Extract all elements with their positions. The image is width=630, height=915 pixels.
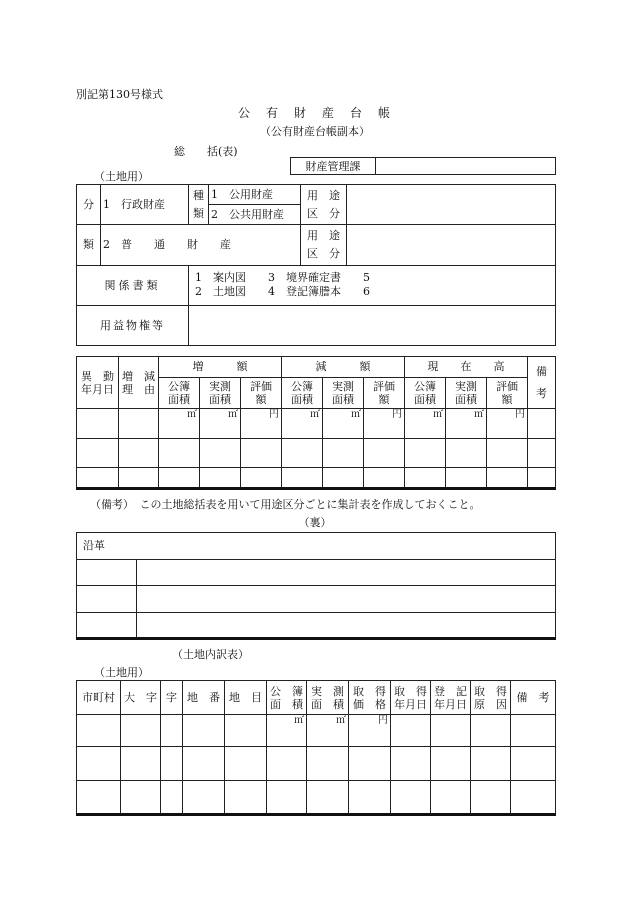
- summary-table: [76, 356, 556, 490]
- cell[interactable]: [200, 468, 241, 489]
- rui-label: 類: [77, 225, 101, 265]
- cell[interactable]: [77, 468, 119, 489]
- cell[interactable]: [159, 468, 200, 489]
- use-label-1: 用 途 区 分: [301, 185, 347, 225]
- col-remarks: 備 考: [528, 357, 556, 409]
- detail-table: [76, 680, 556, 816]
- cell[interactable]: [446, 468, 487, 489]
- cell[interactable]: [364, 468, 405, 489]
- cell[interactable]: [511, 747, 556, 781]
- cell[interactable]: [77, 715, 121, 747]
- unit-area: ㎡: [405, 409, 446, 438]
- group-increase: 増 額: [159, 357, 282, 378]
- cell[interactable]: [307, 747, 349, 781]
- cell[interactable]: [161, 781, 183, 815]
- sub-value: 評価 額: [487, 377, 528, 408]
- cell[interactable]: [77, 747, 121, 781]
- cell[interactable]: [161, 747, 183, 781]
- classification-table: [76, 184, 556, 346]
- cell[interactable]: [431, 747, 471, 781]
- use-label-2: 用 途 区 分: [301, 225, 347, 265]
- summary-label: 総 括(表): [174, 145, 238, 158]
- cell[interactable]: [241, 438, 282, 467]
- unit-yen: 円: [364, 409, 405, 438]
- use-value-1[interactable]: [347, 185, 556, 225]
- cell[interactable]: [77, 559, 137, 586]
- unit-yen: 円: [349, 715, 391, 747]
- h-municipality: 市町村: [77, 681, 121, 715]
- sub-act-area: 実測 面積: [323, 377, 364, 408]
- sub-pub-area: 公簿 面積: [282, 377, 323, 408]
- history-table: [76, 532, 556, 640]
- h-chimoku: 地 目: [225, 681, 267, 715]
- dept-box: [290, 157, 556, 175]
- cell[interactable]: [391, 747, 431, 781]
- cell[interactable]: [121, 747, 161, 781]
- h-aza: 字: [161, 681, 183, 715]
- detail-land-use-label: （土地用）: [94, 666, 149, 679]
- use-value-2[interactable]: [347, 225, 556, 265]
- unit-yen: 円: [487, 409, 528, 438]
- cell[interactable]: [487, 468, 528, 489]
- cell[interactable]: [307, 781, 349, 815]
- cell[interactable]: [405, 438, 446, 467]
- cell[interactable]: [225, 781, 267, 815]
- cell[interactable]: [77, 409, 119, 438]
- back-label: （裏）: [298, 516, 332, 529]
- cell[interactable]: [77, 612, 137, 639]
- cell[interactable]: [471, 715, 511, 747]
- land-use-label: （土地用）: [94, 170, 149, 183]
- cell[interactable]: [364, 438, 405, 467]
- sub-act-area: 実測 面積: [200, 377, 241, 408]
- h-pub-area: 公 簿 面 積: [267, 681, 307, 715]
- cat2-label: 2 普 通 財 産: [101, 225, 301, 265]
- dept-value[interactable]: [376, 158, 556, 175]
- bun-label: 分: [77, 185, 101, 225]
- group-decrease: 減 額: [282, 357, 405, 378]
- cell[interactable]: [183, 747, 225, 781]
- sub-pub-area: 公簿 面積: [405, 377, 446, 408]
- note: （備考） この土地総括表を用いて用途区分ごとに集計表を作成しておくこと。: [90, 498, 481, 511]
- unit-area: ㎡: [323, 409, 364, 438]
- unit-area: ㎡: [307, 715, 349, 747]
- unit-area: ㎡: [159, 409, 200, 438]
- cat1-label: 1 行政財産: [101, 185, 189, 225]
- h-oaza: 大 字: [121, 681, 161, 715]
- cell[interactable]: [282, 438, 323, 467]
- detail-title: （土地内訳表）: [172, 648, 249, 661]
- dept-label: 財産管理課: [291, 158, 376, 175]
- h-acq-date: 取 得 年月日: [391, 681, 431, 715]
- cell[interactable]: [528, 438, 556, 467]
- cell[interactable]: [119, 409, 159, 438]
- shubetsu-label: 種 類: [189, 185, 209, 225]
- documents-list: 1 案内図 3 境界確定書 5 2 土地図 4 登記簿謄本 6: [189, 265, 556, 305]
- rights-label: 用益物権等: [77, 305, 189, 345]
- cell[interactable]: [267, 747, 307, 781]
- col-reason: 増 減 理 由: [119, 357, 159, 409]
- cell[interactable]: [446, 438, 487, 467]
- cat1a-label: 1 公用財産: [209, 185, 301, 205]
- unit-area: ㎡: [446, 409, 487, 438]
- cell[interactable]: [391, 781, 431, 815]
- h-remarks: 備 考: [511, 681, 556, 715]
- cell[interactable]: [282, 468, 323, 489]
- cell[interactable]: [487, 438, 528, 467]
- cell[interactable]: [528, 468, 556, 489]
- cell[interactable]: [405, 468, 446, 489]
- cell[interactable]: [528, 409, 556, 438]
- rights-value[interactable]: [189, 305, 556, 345]
- h-reg-date: 登 記 年月日: [431, 681, 471, 715]
- cell[interactable]: [471, 781, 511, 815]
- cell[interactable]: [161, 715, 183, 747]
- form-number: 別記第130号様式: [76, 88, 163, 101]
- col-date: 異 動 年月日: [77, 357, 119, 409]
- cell[interactable]: [349, 747, 391, 781]
- cell[interactable]: [183, 781, 225, 815]
- cell[interactable]: [349, 781, 391, 815]
- history-label: 沿革: [77, 533, 556, 560]
- cell[interactable]: [431, 781, 471, 815]
- documents-label: 関係書類: [77, 265, 189, 305]
- h-chiban: 地 番: [183, 681, 225, 715]
- cell[interactable]: [77, 438, 119, 467]
- h-cause: 取 得 原 因: [471, 681, 511, 715]
- cell[interactable]: [183, 715, 225, 747]
- sub-value: 評価 額: [364, 377, 405, 408]
- cell[interactable]: [137, 612, 556, 639]
- cell[interactable]: [119, 438, 159, 467]
- group-current: 現 在 高: [405, 357, 528, 378]
- cell[interactable]: [225, 747, 267, 781]
- cell[interactable]: [121, 715, 161, 747]
- cell[interactable]: [323, 438, 364, 467]
- cat1b-label: 2 公共用財産: [209, 205, 301, 225]
- cell[interactable]: [159, 438, 200, 467]
- unit-yen: 円: [241, 409, 282, 438]
- cell[interactable]: [119, 468, 159, 489]
- h-price: 取 得 価 格: [349, 681, 391, 715]
- unit-area: ㎡: [282, 409, 323, 438]
- sub-value: 評価 額: [241, 377, 282, 408]
- unit-area: ㎡: [200, 409, 241, 438]
- cell[interactable]: [511, 781, 556, 815]
- sub-pub-area: 公簿 面積: [159, 377, 200, 408]
- h-act-area: 実 測 面 積: [307, 681, 349, 715]
- sub-act-area: 実測 面積: [446, 377, 487, 408]
- cell[interactable]: [121, 781, 161, 815]
- cell[interactable]: [431, 715, 471, 747]
- cell[interactable]: [241, 468, 282, 489]
- cell[interactable]: [137, 586, 556, 613]
- unit-area: ㎡: [267, 715, 307, 747]
- cell[interactable]: [200, 438, 241, 467]
- page-subtitle: （公有財産台帳副本）: [260, 125, 370, 138]
- cell[interactable]: [511, 715, 556, 747]
- page-title: 公 有 財 産 台 帳: [237, 106, 392, 120]
- cell[interactable]: [225, 715, 267, 747]
- cell[interactable]: [471, 747, 511, 781]
- cell[interactable]: [77, 586, 137, 613]
- cell[interactable]: [137, 559, 556, 586]
- cell[interactable]: [267, 781, 307, 815]
- cell[interactable]: [77, 781, 121, 815]
- cell[interactable]: [391, 715, 431, 747]
- cell[interactable]: [323, 468, 364, 489]
